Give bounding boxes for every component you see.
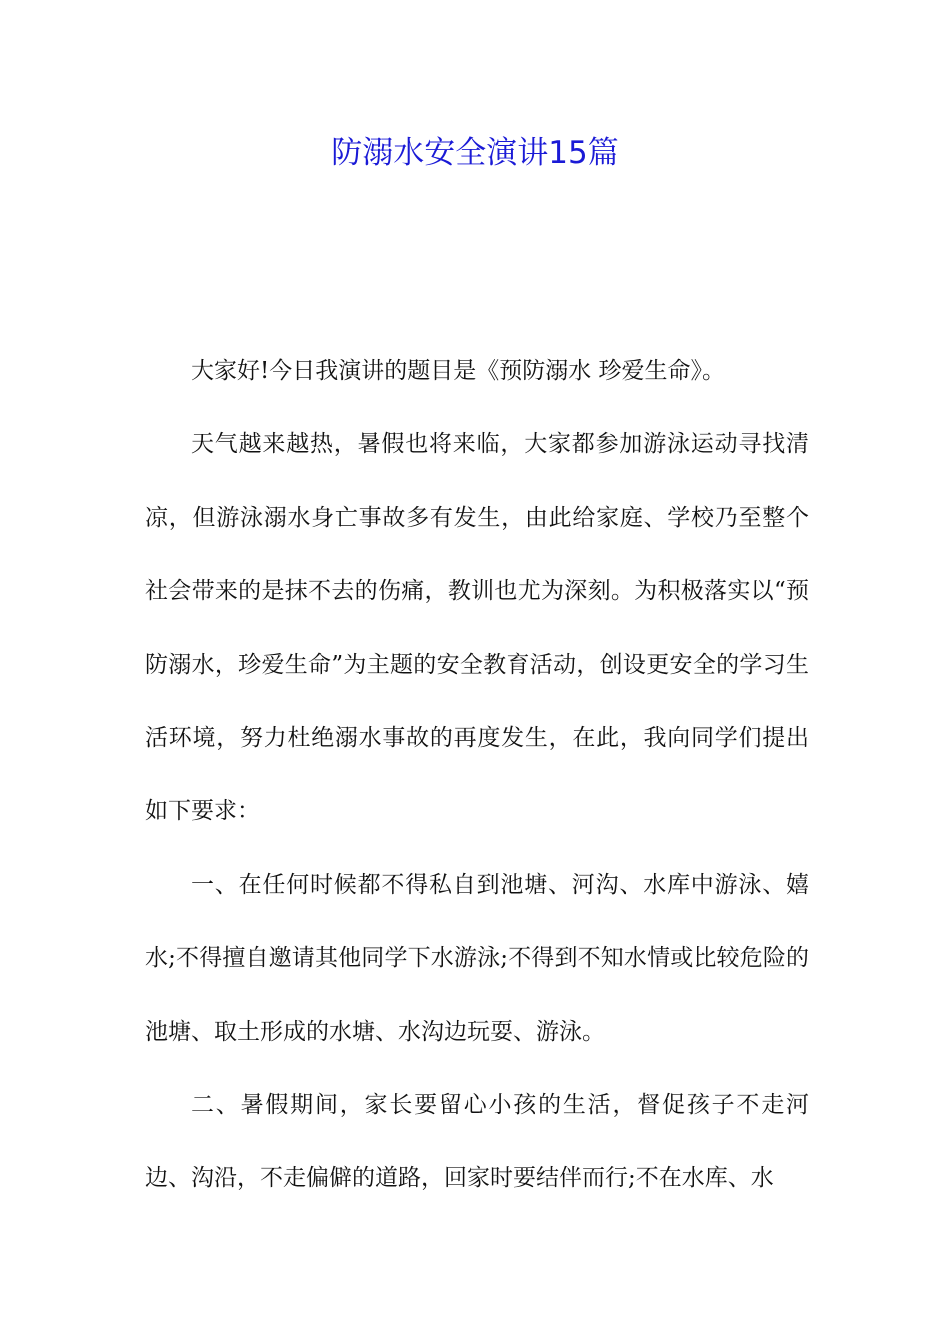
paragraph-rule-one: 一、在任何时候都不得私自到池塘、河沟、水库中游泳、嬉水;不得擅自邀请其他同学下水游泳;不得到不知水情或比较危险的池塘、取土形成的水塘、水沟边玩耍、游泳。 bbox=[145, 871, 809, 1045]
paragraph-rule-two: 二、暑假期间，家长要留心小孩的生活，督促孩子不走河边、沟沿，不走偏僻的道路，回家时要结伴而行;不在水库、水 bbox=[145, 1092, 809, 1192]
paragraph-greeting: 大家好!今日我演讲的题目是《预防溺水 珍爱生命》。 bbox=[191, 358, 726, 384]
document-body bbox=[145, 335, 809, 1216]
paragraph-intro: 天气越来越热，暑假也将来临，大家都参加游泳运动寻找清凉，但游泳溺水身亡事故多有发生，由此给家庭、学校乃至整个社会带来的是抹不去的伤痛，教训也尤为深刻。为积极落实以“预防溺水，珍爱生命”为主题的安全教育活动，创设更安全的学习生活环境，努力杜绝溺水事故的再度发生，在此，我向同学们提出如下要求： bbox=[145, 431, 809, 825]
document-title: 防溺水安全演讲15篇 bbox=[331, 135, 619, 171]
